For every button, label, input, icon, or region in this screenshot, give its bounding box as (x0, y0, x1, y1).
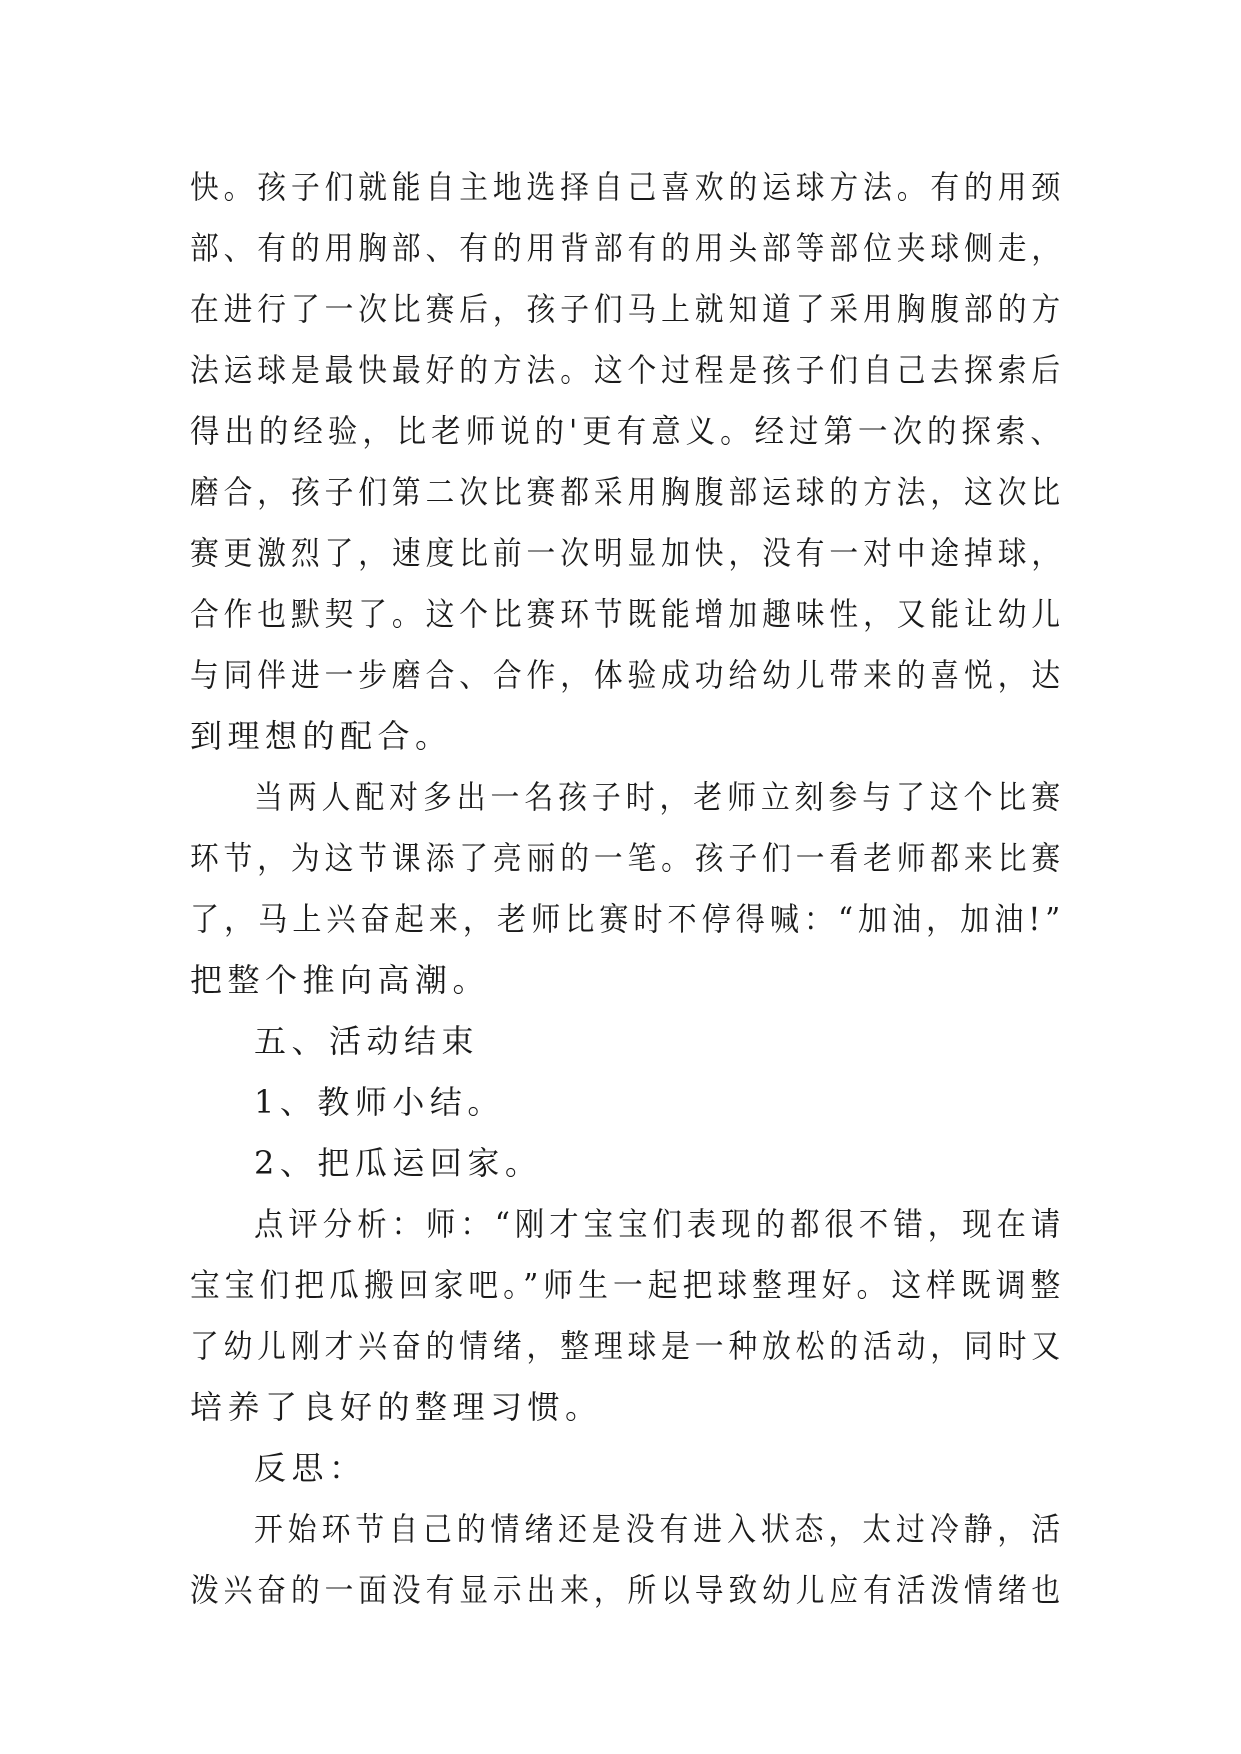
text-line: 合作也默契了。这个比赛环节既能增加趣味性，又能让幼儿 (190, 595, 1066, 633)
paragraph-first-line: 开始环节自己的情绪还是没有进入状态，太过冷静，活 (254, 1510, 1066, 1548)
text-line: 泼兴奋的一面没有显示出来，所以导致幼儿应有活泼情绪也 (190, 1571, 1066, 1609)
section-heading: 反思： (254, 1449, 367, 1487)
text-line: 把整个推向高潮。 (190, 961, 491, 999)
text-line: 到理想的配合。 (190, 717, 453, 755)
text-line: 培养了良好的整理习惯。 (190, 1388, 603, 1426)
text-line: 赛更激烈了，速度比前一次明显加快，没有一对中途掉球， (190, 534, 1066, 572)
list-item: 2、把瓜运回家。 (254, 1144, 543, 1182)
list-item: 1、教师小结。 (254, 1083, 505, 1121)
text-line: 了，马上兴奋起来，老师比赛时不停得喊：“加油，加油!” (190, 900, 1066, 938)
text-line: 环节，为这节课添了亮丽的一笔。孩子们一看老师都来比赛 (190, 839, 1066, 877)
text-line: 磨合，孩子们第二次比赛都采用胸腹部运球的方法，这次比 (190, 473, 1066, 511)
text-line: 快。孩子们就能自主地选择自己喜欢的运球方法。有的用颈 (190, 168, 1066, 206)
paragraph-first-line: 点评分析：师：“刚才宝宝们表现的都很不错，现在请 (254, 1205, 1066, 1243)
text-line: 得出的经验，比老师说的'更有意义。经过第一次的探索、 (190, 412, 1065, 450)
text-line: 与同伴进一步磨合、合作，体验成功给幼儿带来的喜悦，达 (190, 656, 1066, 694)
text-line: 部、有的用胸部、有的用背部有的用头部等部位夹球侧走， (190, 229, 1066, 267)
text-line: 宝宝们把瓜搬回家吧。”师生一起把球整理好。这样既调整 (190, 1266, 1066, 1304)
text-line: 了幼儿刚才兴奋的情绪，整理球是一种放松的活动，同时又 (190, 1327, 1066, 1365)
text-line: 在进行了一次比赛后，孩子们马上就知道了采用胸腹部的方 (190, 290, 1066, 328)
section-heading: 五、活动结束 (254, 1022, 480, 1060)
text-line: 法运球是最快最好的方法。这个过程是孩子们自己去探索后 (190, 351, 1066, 389)
paragraph-first-line: 当两人配对多出一名孩子时，老师立刻参与了这个比赛 (254, 778, 1066, 816)
